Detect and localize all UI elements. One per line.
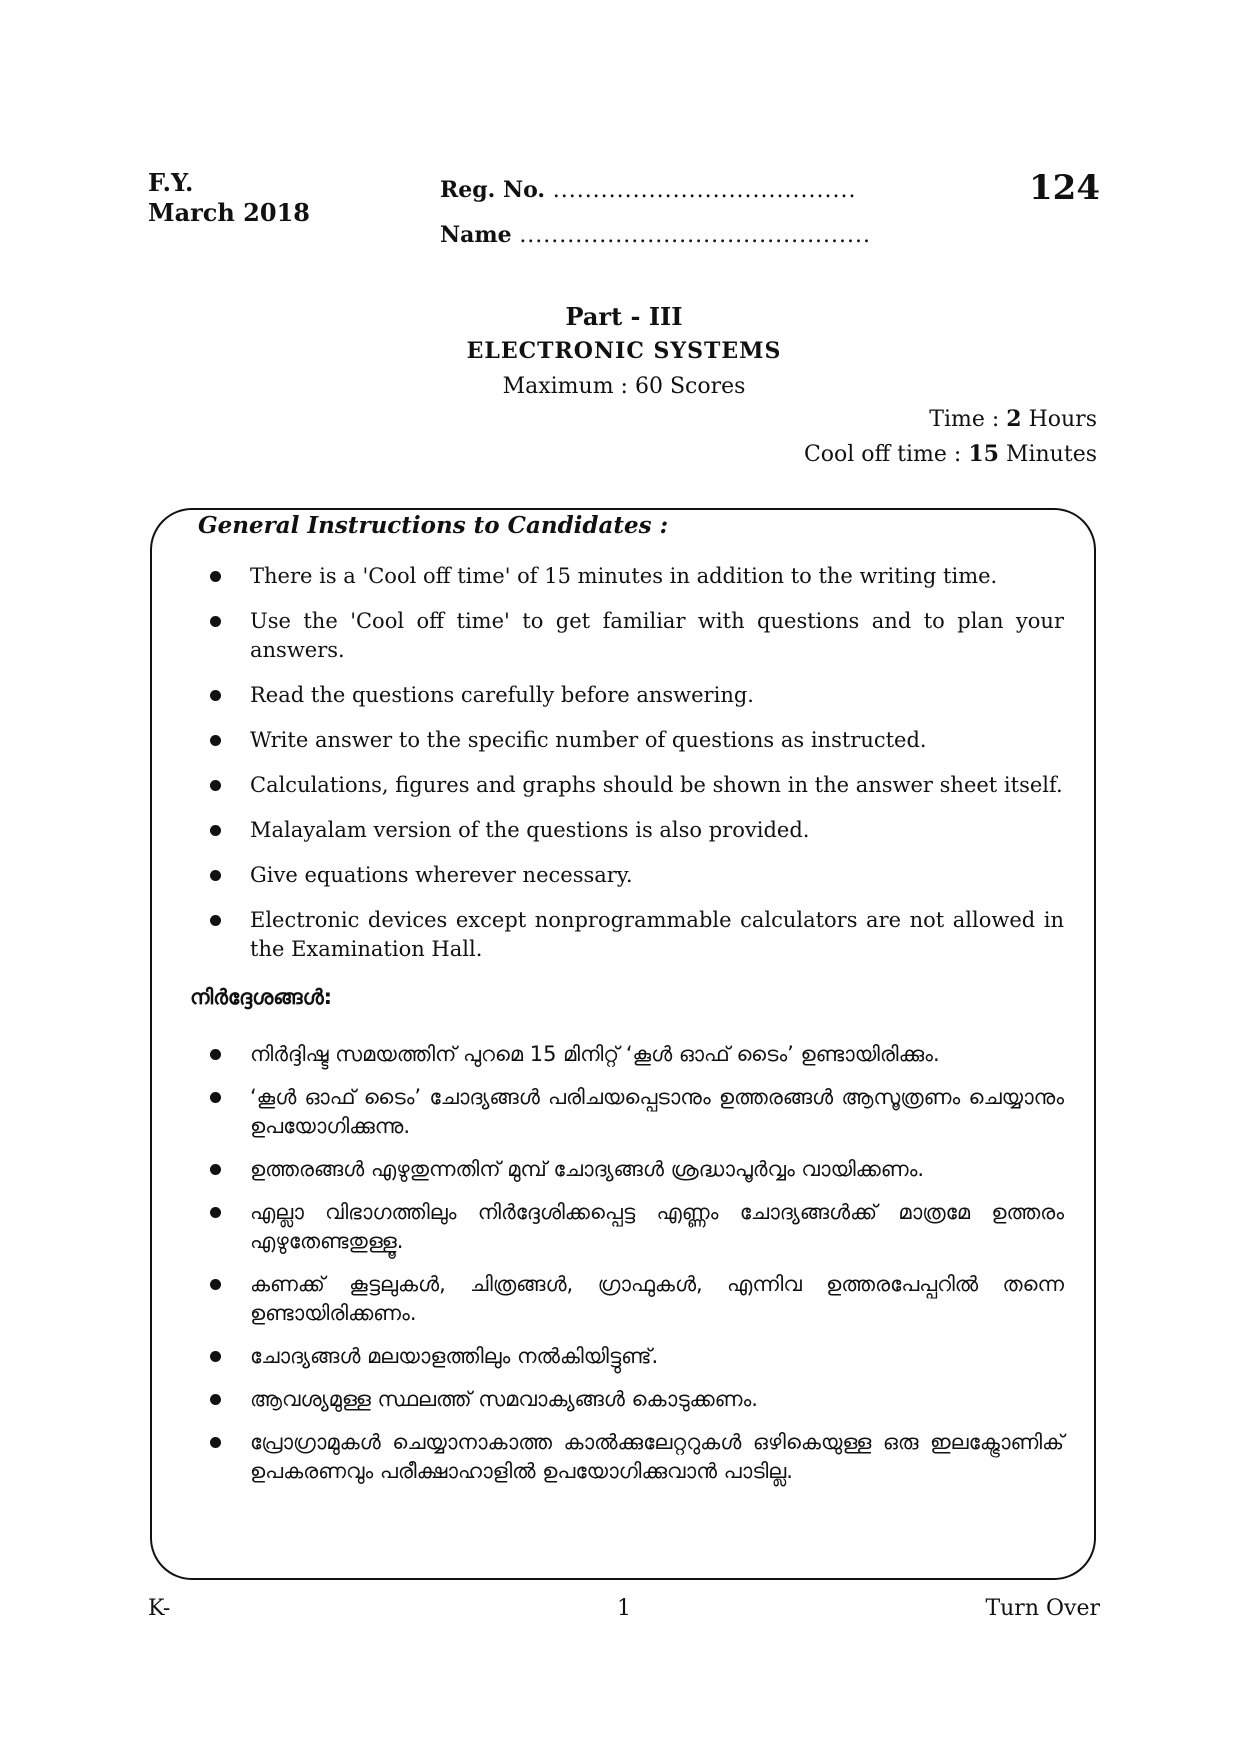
list-item <box>204 1198 1064 1256</box>
list-item <box>204 607 1064 665</box>
time-unit: Hours <box>1021 407 1097 432</box>
bullet-icon <box>210 825 221 836</box>
instruction-text: Give equations wherever necessary. <box>250 863 633 887</box>
list-item <box>204 816 1064 845</box>
reg-no-blank: ...................................... <box>552 178 857 203</box>
bullet-icon <box>210 616 221 627</box>
class-label: F.Y. <box>148 168 194 197</box>
bullet-icon <box>210 571 221 582</box>
cool-off-value: 15 <box>968 441 999 467</box>
instruction-text: ചോദ്യങ്ങൾ മലയാളത്തിലും നൽകിയിട്ടുണ്ട്. <box>250 1344 659 1368</box>
instruction-text: Malayalam version of the questions is also provided. <box>250 818 810 842</box>
instruction-text: There is a 'Cool off time' of 15 minutes in addition to the writing time. <box>250 564 998 588</box>
bullet-icon <box>210 1207 221 1218</box>
list-item <box>204 681 1064 710</box>
cool-off-label: Cool off time : <box>803 442 969 467</box>
list-item <box>204 1428 1064 1486</box>
cool-off-line <box>804 437 1097 472</box>
malayalam-heading: നിർദ്ദേശങ്ങൾ: <box>190 985 333 1009</box>
name-blank: ............................................ <box>519 223 872 248</box>
instruction-text: Read the questions carefully before answering. <box>250 683 754 707</box>
time-info <box>804 402 1097 472</box>
instruction-text: ഉത്തരങ്ങൾ എഴുതുന്നതിന് മുമ്പ് ചോദ്യങ്ങൾ ശ്രദ്ധാപൂർവ്വം വായിക്കണം. <box>250 1157 925 1181</box>
exam-month: March 2018 <box>148 198 310 227</box>
bullet-icon <box>210 1092 221 1103</box>
list-item <box>204 1342 1064 1371</box>
instruction-text: കണക്ക് കൂട്ടലുകൾ, ചിത്രങ്ങൾ, ഗ്രാഫുകൾ, എന്നിവ ഉത്തരപേപ്പറിൽ തന്നെ ഉണ്ടായിരിക്കണം. <box>250 1272 1064 1325</box>
bullet-icon <box>210 915 221 926</box>
list-item <box>204 1270 1064 1328</box>
part-title: Part - III <box>565 302 683 331</box>
bullet-icon <box>210 1351 221 1362</box>
reg-no-label: Reg. No. <box>440 177 546 203</box>
instruction-text: ആവശ്യമുള്ള സ്ഥലത്ത് സമവാക്യങ്ങൾ കൊടുക്കണം. <box>250 1387 758 1411</box>
list-item <box>204 1385 1064 1414</box>
reg-no-field <box>440 168 871 213</box>
instruction-text: ‘കൂൾ ഓഫ് ടൈം’ ചോദ്യങ്ങൾ പരിചയപ്പെടാനും ഉത്തരങ്ങൾ ആസൂത്രണം ചെയ്യാനും ഉപയോഗിക്കുന്നു. <box>250 1085 1064 1138</box>
bullet-icon <box>210 1279 221 1290</box>
list-item <box>204 562 1064 591</box>
instruction-text: എല്ലാ വിഭാഗത്തിലും നിർദ്ദേശിക്കപ്പെട്ട എണ്ണം ചോദ്യങ്ങൾക്ക് മാത്രമേ ഉത്തരം എഴുതേണ്ടതുള്ളൂ. <box>250 1200 1064 1253</box>
instruction-text: നിർദ്ദിഷ്ട സമയത്തിന് പുറമെ 15 മിനിറ്റ് ‘കൂൾ ഓഫ് ടൈം’ ഉണ്ടായിരിക്കും. <box>250 1042 940 1066</box>
english-instructions <box>204 562 1064 980</box>
max-scores: Maximum : 60 Scores <box>502 374 746 399</box>
list-item <box>204 1155 1064 1184</box>
bullet-icon <box>210 870 221 881</box>
paper-code: 124 <box>1029 168 1100 208</box>
cool-off-unit: Minutes <box>998 442 1097 467</box>
list-item <box>204 1040 1064 1069</box>
malayalam-instructions <box>204 1040 1064 1500</box>
bullet-icon <box>210 735 221 746</box>
time-line <box>804 402 1097 437</box>
instruction-text: Calculations, figures and graphs should be shown in the answer sheet itself. <box>250 773 1063 797</box>
time-value: 2 <box>1006 406 1022 432</box>
page-number: 1 <box>617 1596 631 1621</box>
list-item <box>204 906 1064 964</box>
instruction-text: പ്രോഗ്രാമുകൾ ചെയ്യാനാകാത്ത കാൽക്കുലേറ്ററുകൾ ഒഴികെയുള്ള ഒരു ഇലക്ട്രോണിക് ഉപകരണവും പരീക്ഷാഹാളിൽ ഉപയോഗിക്കുവാൻ പാടില്ല. <box>250 1430 1064 1483</box>
time-label: Time : <box>929 407 1007 432</box>
instruction-text: Write answer to the specific number of questions as instructed. <box>250 728 927 752</box>
instruction-text: Electronic devices except nonprogrammable calculators are not allowed in the Examination Hall. <box>250 908 1064 961</box>
name-label: Name <box>440 222 512 248</box>
list-item <box>204 1083 1064 1141</box>
exam-info <box>148 168 310 228</box>
instruction-text: Use the 'Cool off time' to get familiar with questions and to plan your answers. <box>250 609 1064 662</box>
list-item <box>204 861 1064 890</box>
footer-code: K- <box>148 1596 171 1621</box>
bullet-icon <box>210 1437 221 1448</box>
turn-over-label: Turn Over <box>985 1596 1100 1621</box>
list-item <box>204 726 1064 755</box>
bullet-icon <box>210 690 221 701</box>
candidate-fields <box>440 168 871 258</box>
list-item <box>204 771 1064 800</box>
instructions-heading: General Instructions to Candidates : <box>194 512 672 539</box>
bullet-icon <box>210 1394 221 1405</box>
subject-title: ELECTRONIC SYSTEMS <box>466 338 782 364</box>
name-field <box>440 213 871 258</box>
bullet-icon <box>210 1049 221 1060</box>
bullet-icon <box>210 780 221 791</box>
bullet-icon <box>210 1164 221 1175</box>
